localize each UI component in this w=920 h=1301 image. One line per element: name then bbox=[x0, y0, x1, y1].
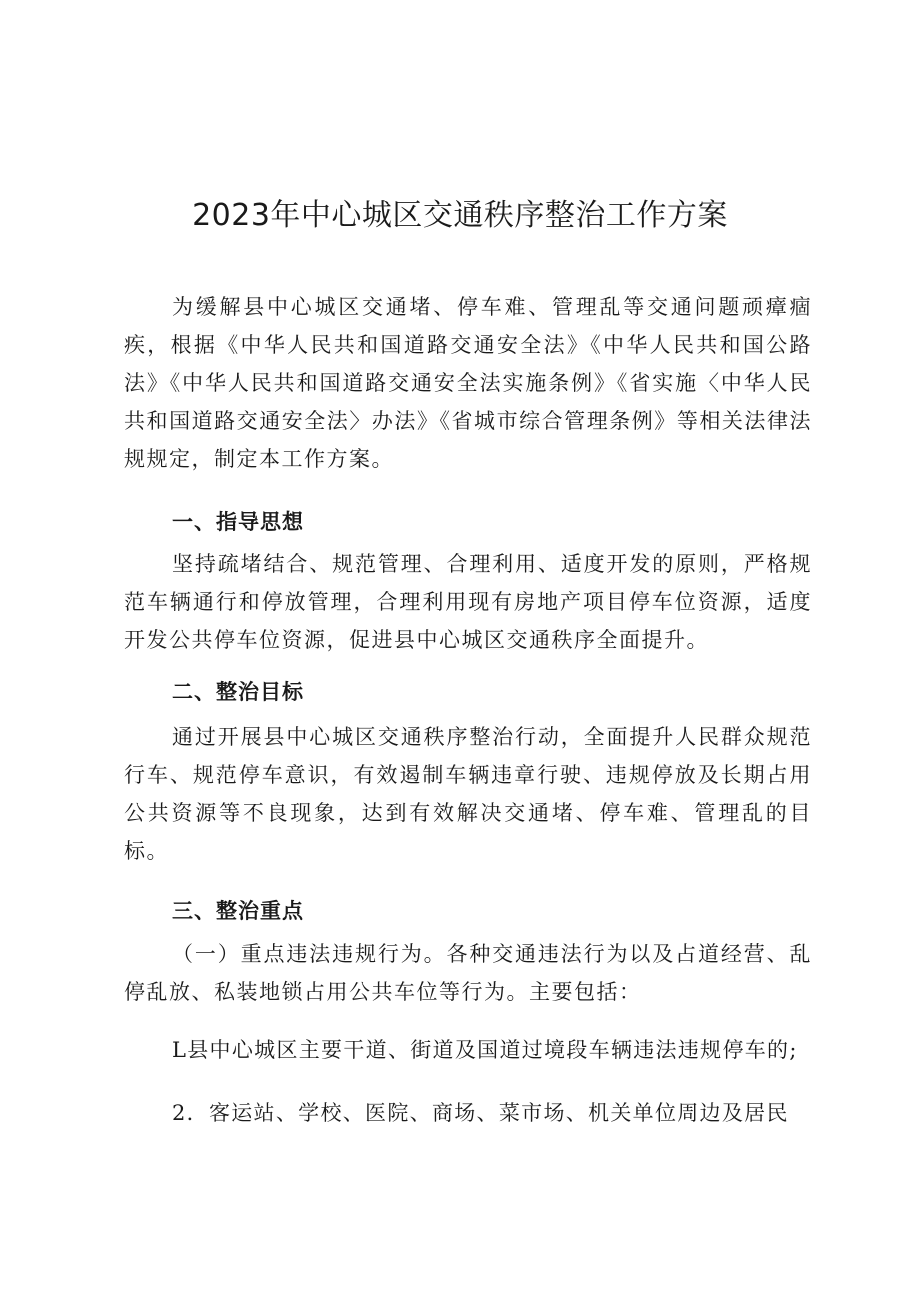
section-body-guiding-ideology: 坚持疏堵结合、规范管理、合理利用、适度开发的原则，严格规范车辆通行和停放管理，合理利用现有房地产项目停车位资源，适度开发公共停车位资源，促进县中心城区交通秩序全面提升。 bbox=[124, 552, 812, 652]
section-heading-goals: 二、整治目标 bbox=[172, 680, 304, 704]
list-item: 2．客运站、学校、医院、商场、菜市场、机关单位周边及居民 bbox=[172, 1101, 789, 1125]
document-title: 2023年中心城区交通秩序整治工作方案 bbox=[192, 198, 728, 233]
section-heading-key-points: 三、整治重点 bbox=[172, 899, 304, 923]
list-item: L县中心城区主要干道、街道及国道过境段车辆违法违规停车的; bbox=[172, 1038, 798, 1062]
section-body-key-points: （一）重点违法违规行为。各种交通违法行为以及占道经营、乱停乱放、私装地锁占用公共车位等行为。主要包括： bbox=[124, 942, 812, 1004]
section-heading-guiding-ideology: 一、指导思想 bbox=[172, 510, 304, 534]
intro-paragraph: 为缓解县中心城区交通堵、停车难、管理乱等交通问题顽瘴痼疾，根据《中华人民共和国道路交通安全法》《中华人民共和国公路法》《中华人民共和国道路交通安全法实施条例》《省实施〈中华人民共和国道路交通安全法〉办法》《省城市综合管理条例》等相关法律法规规定，制定本工作方案。 bbox=[124, 295, 812, 471]
section-body-goals: 通过开展县中心城区交通秩序整治行动，全面提升人民群众规范行车、规范停车意识，有效遏制车辆违章行驶、违规停放及长期占用公共资源等不良现象，达到有效解决交通堵、停车难、管理乱的目标。 bbox=[124, 725, 812, 863]
